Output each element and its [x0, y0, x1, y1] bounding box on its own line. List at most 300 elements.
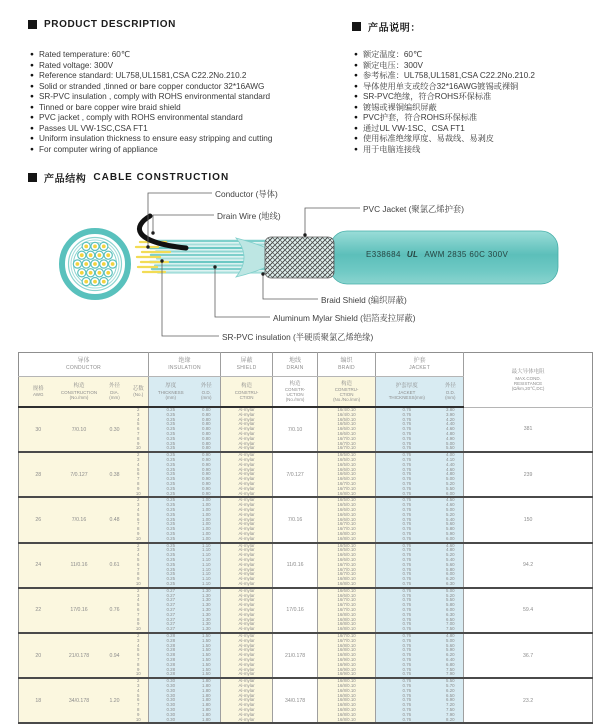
- header-line: JACKET: [398, 389, 416, 395]
- cell-braid-value: 16/7/0.10: [337, 561, 356, 567]
- cell-insulation-thickness-value: 0.25: [166, 506, 176, 512]
- bullet-icon: ●: [354, 72, 358, 79]
- product-description-title-zh: [352, 19, 421, 34]
- header-line: CONSTRU-: [334, 387, 359, 393]
- cell-insulation-thickness-value: 0.27: [166, 621, 176, 627]
- cell-insulation-od: [193, 678, 221, 723]
- cell-braid-value: 16/6/0.10: [337, 466, 356, 472]
- cell-jacket-thickness-value: 0.76: [402, 642, 412, 648]
- cell-shield-value: Al-mylar: [238, 682, 255, 688]
- cell-insulation-od-value: 1.10: [202, 552, 211, 558]
- cell-shield-value: Al-mylar: [238, 466, 255, 472]
- cell-braid-value: 16/8/0.10: [337, 616, 356, 622]
- cell-insulation-od-value: 1.00: [202, 511, 211, 517]
- cell-insulation-od-value: 1.30: [202, 592, 211, 598]
- cell-shield-value: Al-mylar: [238, 580, 255, 586]
- cell-cores-value: 6: [137, 516, 140, 522]
- cell-insulation-od-value: 1.10: [202, 561, 211, 567]
- cell-drain: 21/0.178: [273, 633, 318, 678]
- cell-cores-value: 9: [137, 485, 140, 491]
- cell-insulation-thickness-value: 0.25: [166, 561, 176, 567]
- cell-insulation-od-value: 1.80: [202, 711, 211, 717]
- cell-jacket-thickness-value: 0.76: [402, 452, 412, 458]
- bullet-item-en-text: SR-PVC insulation , comply with ROHS environmental standard: [38, 92, 271, 101]
- spec-table: [18, 352, 593, 724]
- cross-section-conductor-dot: [102, 245, 106, 249]
- cell-jacket-thickness-value: 0.76: [402, 711, 412, 717]
- cell-insulation-thickness-value: 0.25: [166, 566, 176, 572]
- cell-cores-value: 10: [135, 535, 141, 541]
- cell-braid-value: 16/8/0.10: [337, 576, 356, 582]
- cell-insulation-od-value: 1.50: [202, 656, 211, 662]
- cell-shield: [221, 407, 273, 452]
- cell-insulation-od-value: 1.30: [202, 616, 211, 622]
- cell-braid-value: 16/8/0.10: [337, 711, 356, 717]
- cell-insulation-thickness-value: 0.25: [166, 480, 176, 486]
- cell-drain: 7/0.16: [273, 497, 318, 542]
- cell-insulation-thickness: [149, 497, 193, 542]
- cell-braid-value: 16/8/0.10: [337, 535, 356, 541]
- cell-shield-value: Al-mylar: [238, 592, 255, 598]
- cell-insulation-thickness-value: 0.25: [166, 516, 176, 522]
- bullet-icon: ●: [30, 135, 34, 142]
- cell-insulation-thickness-value: 0.25: [166, 426, 176, 432]
- cell-braid-value: 16/9/0.10: [337, 671, 356, 677]
- cell-jacket-thickness-value: 0.76: [402, 445, 412, 451]
- spec-row-awg-30: [19, 407, 593, 452]
- cross-section-conductor-dot: [106, 253, 110, 257]
- cell-shield-value: Al-mylar: [238, 521, 255, 527]
- cell-od-value: 5.80: [446, 602, 455, 608]
- cell-braid-value: 16/7/0.10: [337, 445, 356, 451]
- cell-shield-value: Al-mylar: [238, 621, 255, 627]
- cell-shield-value: Al-mylar: [238, 671, 255, 677]
- cell-od-value: 5.00: [446, 476, 455, 482]
- specification-table: [18, 352, 593, 724]
- cell-shield-value: Al-mylar: [238, 506, 255, 512]
- cell-braid-value: 16/7/0.10: [337, 597, 356, 603]
- cell-braid-value: 16/7/0.10: [337, 440, 356, 446]
- cell-construction: 7/0.10: [58, 407, 101, 452]
- cell-jacket-thickness-value: 0.76: [402, 697, 412, 703]
- cell-od-value: 6.20: [446, 576, 455, 582]
- cell-braid-value: 16/8/0.10: [337, 642, 356, 648]
- cell-insulation-od: [193, 452, 221, 497]
- cell-insulation-od-value: 0.90: [202, 471, 211, 477]
- cell-insulation-od-value: 1.30: [202, 597, 211, 603]
- column-header-0: [19, 377, 58, 408]
- cell-cores-value: 6: [137, 471, 140, 477]
- cell-insulation-od-value: 0.90: [202, 480, 211, 486]
- group-header-braid: 编织 BRAID: [318, 353, 376, 377]
- header-line: (mm): [201, 394, 212, 400]
- cell-construction: 7/0.127: [58, 452, 101, 497]
- cell-shield-value: Al-mylar: [238, 430, 255, 436]
- section-title-text: 产品说明：: [368, 23, 421, 34]
- cell-insulation-od-value: 1.80: [202, 716, 211, 722]
- bullet-item-zh: [354, 82, 599, 91]
- cell-od-value: 7.50: [446, 666, 455, 672]
- cell-od-value: 7.00: [446, 621, 455, 627]
- cell-braid-value: 16/8/0.10: [337, 647, 356, 653]
- cell-insulation-thickness-value: 0.25: [166, 530, 176, 536]
- cell-cores-value: 7: [137, 521, 140, 527]
- cell-od-value: 5.40: [446, 516, 455, 522]
- jacket-print: [366, 250, 508, 259]
- cell-max-resistance: 94.2: [464, 543, 593, 588]
- header-line: RESISTANCE: [513, 380, 543, 386]
- cell-cores-value: 7: [137, 656, 140, 662]
- bullet-icon: ●: [354, 51, 358, 58]
- cell-cores-value: 8: [137, 526, 140, 532]
- cell-max-resistance: 150: [464, 497, 593, 542]
- cell-insulation-od-value: 1.50: [202, 671, 211, 677]
- cell-insulation-od: [193, 588, 221, 633]
- bullet-icon: ●: [354, 124, 358, 132]
- bullet-icon: ●: [30, 93, 34, 100]
- cell-jacket-thickness-value: 0.76: [402, 592, 412, 598]
- cell-cores-value: 7: [137, 702, 140, 708]
- bullet-icon: ●: [354, 114, 358, 121]
- cell-jacket-thickness: [376, 633, 438, 678]
- cell-cores-value: 7: [137, 566, 140, 572]
- cell-insulation-od-value: 1.30: [202, 626, 211, 632]
- cell-shield-value: Al-mylar: [238, 502, 255, 508]
- cell-cores: [129, 452, 149, 497]
- cell-shield-value: Al-mylar: [238, 421, 255, 427]
- cell-insulation-od-value: 0.80: [202, 416, 211, 422]
- cell-insulation-od-value: 0.90: [202, 452, 211, 458]
- cell-max-resistance: 239: [464, 452, 593, 497]
- cell-jacket-thickness-value: 0.76: [402, 561, 412, 567]
- cell-insulation-od-value: 0.80: [202, 440, 211, 446]
- cell-insulation-od-value: 1.80: [202, 687, 211, 693]
- cell-cores-value: 9: [137, 576, 140, 582]
- cell-cores-value: 4: [137, 552, 140, 558]
- cell-cores-value: 4: [137, 597, 140, 603]
- cell-dia: 0.30: [101, 407, 129, 452]
- cell-insulation-od-value: 1.10: [202, 571, 211, 577]
- bullet-icon: ●: [30, 124, 34, 132]
- drain-wire-graphic: [139, 216, 186, 248]
- cell-jacket-thickness-value: 0.76: [402, 656, 412, 662]
- cell-insulation-od-value: 0.90: [202, 456, 211, 462]
- cell-shield-value: Al-mylar: [238, 426, 255, 432]
- cell-insulation-od-value: 1.00: [202, 530, 211, 536]
- cell-max-resistance: 23.2: [464, 678, 593, 723]
- header-line: 最大导体电阻: [511, 369, 545, 375]
- cell-braid-value: 16/6/0.10: [337, 552, 356, 558]
- section-square-icon: [28, 173, 37, 182]
- cell-insulation-thickness-value: 0.25: [166, 435, 176, 441]
- cell-cores-value: 8: [137, 480, 140, 486]
- cell-shield-value: Al-mylar: [238, 511, 255, 517]
- cell-jacket-thickness-value: 0.76: [402, 547, 412, 553]
- cell-shield-value: Al-mylar: [238, 471, 255, 477]
- bullet-item-en: [30, 50, 350, 59]
- cell-insulation-od-value: 0.90: [202, 466, 211, 472]
- cell-insulation-thickness: [149, 633, 193, 678]
- cell-insulation-thickness-value: 0.27: [166, 597, 176, 603]
- cell-braid: [318, 543, 376, 588]
- cell-od-value: 6.80: [446, 661, 455, 667]
- cell-od-value: 4.10: [446, 456, 455, 462]
- cell-insulation-od-value: 1.10: [202, 556, 211, 562]
- cell-jacket-thickness-value: 0.76: [402, 506, 412, 512]
- cell-braid: [318, 633, 376, 678]
- header-line: 外径: [444, 383, 456, 390]
- cell-insulation-thickness: [149, 452, 193, 497]
- cell-jacket-thickness-value: 0.76: [402, 580, 412, 586]
- cell-shield: [221, 452, 273, 497]
- header-line: (No.): [133, 392, 144, 398]
- cell-jacket-thickness-value: 0.76: [402, 421, 412, 427]
- cell-shield-value: Al-mylar: [238, 566, 255, 572]
- cell-dia: 1.20: [101, 678, 129, 723]
- cell-insulation-od-value: 0.80: [202, 411, 211, 417]
- cell-insulation-od-value: 1.00: [202, 497, 211, 503]
- cell-cores-value: 6: [137, 561, 140, 567]
- cell-shield-value: Al-mylar: [238, 497, 255, 503]
- cell-insulation-od-value: 0.80: [202, 407, 211, 412]
- cell-od-value: 4.50: [446, 497, 455, 503]
- cell-shield-value: Al-mylar: [238, 702, 255, 708]
- bullet-item-zh-text: 镀锡或裸铜编织屏蔽: [362, 102, 437, 112]
- cell-cores-value: 2: [137, 407, 140, 412]
- cell-od-value: 5.00: [446, 637, 455, 643]
- cell-od-value: 4.80: [446, 632, 455, 638]
- header-line: (No./mm): [285, 397, 305, 403]
- cell-od-value: 4.80: [446, 547, 455, 553]
- cell-cores-value: 5: [137, 421, 140, 427]
- section-square-icon: [352, 22, 361, 31]
- cell-od-value: 6.00: [446, 535, 455, 541]
- cell-shield-value: Al-mylar: [238, 597, 255, 603]
- bullet-item-en: [30, 124, 350, 133]
- cell-od: [438, 407, 464, 452]
- cell-braid-value: 16/5/0.10: [337, 421, 356, 427]
- cell-cores-value: 3: [137, 456, 140, 462]
- header-line: DIA.: [110, 389, 119, 395]
- cell-braid-value: 16/7/0.10: [337, 566, 356, 572]
- cell-construction: 21/0.178: [58, 633, 101, 678]
- cell-shield-value: Al-mylar: [238, 616, 255, 622]
- cell-shield-value: Al-mylar: [238, 661, 255, 667]
- cell-jacket-thickness-value: 0.76: [402, 476, 412, 482]
- cross-section-conductor-dot: [80, 253, 84, 257]
- cell-od-value: 5.50: [446, 485, 455, 491]
- cell-od-value: 7.90: [446, 671, 455, 677]
- cell-jacket-thickness: [376, 407, 438, 452]
- cell-jacket-thickness-value: 0.76: [402, 435, 412, 441]
- bullet-item-zh-text: 导体使用单支或绞合32*16AWG镀锡或裸铜: [362, 81, 519, 91]
- bullet-item-zh: [354, 113, 599, 122]
- cell-braid: [318, 407, 376, 452]
- cell-braid-value: 16/8/0.10: [337, 490, 356, 496]
- cell-shield: [221, 633, 273, 678]
- construction-title-en: CABLE CONSTRUCTION: [93, 172, 230, 183]
- product-description-title-en: [28, 19, 176, 30]
- construction-title-zh: 产品结构: [44, 174, 87, 185]
- cell-cores-value: 8: [137, 661, 140, 667]
- cell-insulation-od-value: 0.90: [202, 476, 211, 482]
- column-header-5: [193, 377, 221, 408]
- cell-cores-value: 4: [137, 416, 140, 422]
- header-line: AWG: [32, 392, 44, 398]
- cell-cores-value: 8: [137, 616, 140, 622]
- cell-jacket-thickness-value: 0.76: [402, 661, 412, 667]
- cell-shield-value: Al-mylar: [238, 652, 255, 658]
- cell-od-value: 5.00: [446, 506, 455, 512]
- cell-jacket-thickness-value: 0.76: [402, 440, 412, 446]
- cell-insulation-od-value: 0.90: [202, 485, 211, 491]
- bullet-icon: ●: [354, 61, 358, 69]
- aluminum-mylar-shield-label: Aluminum Mylar Shield (铝箔麦拉屏蔽): [273, 313, 416, 323]
- cell-braid-value: 16/6/0.10: [337, 430, 356, 436]
- cell-od: [438, 543, 464, 588]
- bullet-item-zh: [354, 92, 599, 101]
- cell-insulation-thickness-value: 0.25: [166, 407, 176, 412]
- bullet-item-en-text: Passes UL VW-1SC,CSA FT1: [38, 123, 148, 133]
- cell-braid-value: 16/9/0.10: [337, 666, 356, 672]
- cell-cores: [129, 678, 149, 723]
- cell-drain: 7/0.127: [273, 452, 318, 497]
- cell-insulation-od-value: 1.50: [202, 652, 211, 658]
- cell-insulation-thickness-value: 0.25: [166, 580, 176, 586]
- header-line: CTION: [339, 392, 354, 398]
- cell-od-value: 5.20: [446, 552, 455, 558]
- cross-section-conductor-dot: [93, 245, 97, 249]
- product-description-list-zh: [354, 50, 599, 154]
- bullet-item-zh-text: 参考标准：UL758,UL1581,CSA C22.2No.210.2: [362, 71, 535, 80]
- cell-cores-value: 4: [137, 642, 140, 648]
- cell-cores-value: 5: [137, 647, 140, 653]
- bullet-item-en-text: For computer wiring of appliance: [38, 144, 158, 154]
- bullet-icon: ●: [30, 145, 34, 153]
- cell-braid-value: 16/6/0.10: [337, 506, 356, 512]
- cable-construction-title: [28, 170, 229, 185]
- cell-insulation-od-value: 1.30: [202, 587, 211, 593]
- cell-construction: 17/0.16: [58, 588, 101, 633]
- cell-od: [438, 588, 464, 633]
- cell-od-value: 8.20: [446, 716, 455, 722]
- cell-jacket-thickness: [376, 543, 438, 588]
- cell-shield-value: Al-mylar: [238, 547, 255, 553]
- cell-jacket-thickness-value: 0.76: [402, 611, 412, 617]
- cell-shield-value: Al-mylar: [238, 452, 255, 458]
- cell-insulation-od-value: 0.80: [202, 445, 211, 451]
- cell-jacket-thickness-value: 0.76: [402, 471, 412, 477]
- jacket-spec-text: AWM 2835 60C 300V: [424, 250, 509, 259]
- cell-od-value: 4.60: [446, 466, 455, 472]
- cell-cores-value: 9: [137, 440, 140, 446]
- cell-shield-value: Al-mylar: [238, 407, 255, 412]
- cell-shield-value: Al-mylar: [238, 485, 255, 491]
- cell-insulation-od-value: 0.90: [202, 461, 211, 467]
- cell-insulation-thickness-value: 0.25: [166, 471, 176, 477]
- cell-insulation-od-value: 1.50: [202, 642, 211, 648]
- cell-cores-value: 3: [137, 637, 140, 643]
- cell-jacket-thickness: [376, 678, 438, 723]
- bullet-item-zh: [354, 134, 599, 143]
- braid-shield-label: Braid Shield (编织屏蔽): [321, 295, 407, 305]
- cell-braid-value: 16/5/0.10: [337, 416, 356, 422]
- cross-section-conductor-dot: [80, 271, 84, 275]
- cell-cores: [129, 633, 149, 678]
- cell-od-value: 4.60: [446, 502, 455, 508]
- cell-jacket-thickness-value: 0.76: [402, 621, 412, 627]
- cell-awg: 26: [19, 497, 58, 542]
- header-line: CONSTRUCTION: [60, 389, 98, 395]
- cell-braid-value: 16/5/0.10: [337, 502, 356, 508]
- cell-braid-value: 16/7/0.10: [337, 606, 356, 612]
- cell-jacket-thickness-value: 0.76: [402, 576, 412, 582]
- cell-insulation-thickness-value: 0.25: [166, 421, 176, 427]
- header-line: 外径: [108, 383, 120, 390]
- cell-od-value: 5.80: [446, 526, 455, 532]
- cell-jacket-thickness-value: 0.76: [402, 632, 412, 638]
- spec-row-awg-28: [19, 452, 593, 497]
- cell-insulation-thickness-value: 0.25: [166, 461, 176, 467]
- bullet-item-zh-text: 额定温度：60℃: [362, 50, 423, 59]
- header-line: 护套厚度: [395, 383, 418, 390]
- cell-insulation-thickness: [149, 543, 193, 588]
- cross-section-conductor-dot: [84, 245, 88, 249]
- group-header-drain: 地线 DRAIN: [273, 353, 318, 377]
- bullet-item-zh: [354, 50, 599, 59]
- header-line: (No./mm): [69, 394, 89, 400]
- cell-cores: [129, 497, 149, 542]
- cell-shield-value: Al-mylar: [238, 642, 255, 648]
- bullet-item-en-text: Rated voltage: 300V: [38, 60, 114, 70]
- cell-braid-value: 16/8/0.10: [337, 692, 356, 698]
- header-line: 外径: [200, 383, 212, 390]
- cell-jacket-thickness-value: 0.76: [402, 521, 412, 527]
- cross-section-conductor-dot: [111, 262, 115, 266]
- bullet-item-zh: [354, 71, 599, 80]
- cell-jacket-thickness-value: 0.76: [402, 480, 412, 486]
- header-line: (No./No./mm): [333, 397, 361, 403]
- sr-pvc-insulation-label: SR-PVC insulation (半硬质聚氯乙烯绝缘): [222, 332, 374, 342]
- cell-od-value: 4.80: [446, 430, 455, 436]
- bullet-item-zh-text: PVC护套，符合ROHS环保标准: [362, 113, 478, 122]
- cell-jacket-thickness-value: 0.76: [402, 652, 412, 658]
- cell-cores-value: 10: [135, 580, 141, 586]
- cell-insulation-thickness-value: 0.27: [166, 592, 176, 598]
- cell-cores-value: 6: [137, 652, 140, 658]
- cell-jacket-thickness: [376, 588, 438, 633]
- cell-braid-value: 16/8/0.10: [337, 706, 356, 712]
- cell-od-value: 7.50: [446, 706, 455, 712]
- cell-cores-value: 5: [137, 602, 140, 608]
- cell-od: [438, 633, 464, 678]
- cell-insulation-thickness-value: 0.30: [166, 706, 176, 712]
- cell-shield-value: Al-mylar: [238, 697, 255, 703]
- cell-insulation-thickness-value: 0.25: [166, 535, 176, 541]
- cell-cores-value: 6: [137, 697, 140, 703]
- cell-jacket-thickness-value: 0.76: [402, 552, 412, 558]
- cell-od-value: 3.90: [446, 411, 455, 417]
- header-line: O.D.: [445, 389, 455, 395]
- column-header-10: [438, 377, 464, 408]
- bullet-item-en: [30, 82, 350, 91]
- cell-cores-value: 4: [137, 461, 140, 467]
- cell-od-value: 5.90: [446, 647, 455, 653]
- header-line: UCTION: [286, 392, 304, 398]
- section-title-text: PRODUCT DESCRIPTION: [44, 19, 176, 30]
- cell-insulation-thickness-value: 0.28: [166, 652, 176, 658]
- ul-mark-icon: UL: [406, 250, 419, 259]
